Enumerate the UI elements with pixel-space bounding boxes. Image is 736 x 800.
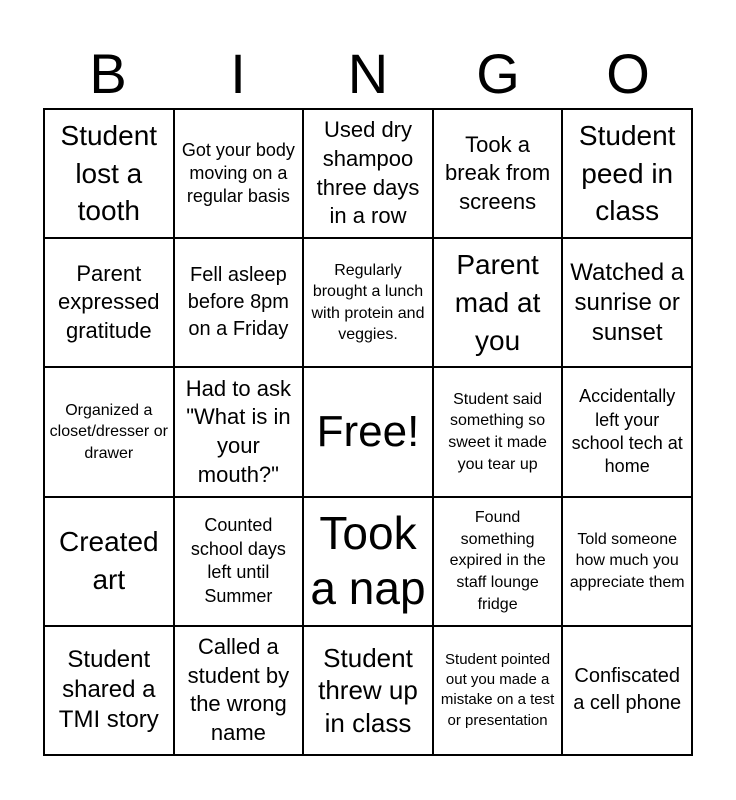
header-letter-o: O	[606, 42, 650, 105]
bingo-cell[interactable]	[303, 238, 433, 367]
cell-text: Got your body moving on a regular basis	[181, 139, 295, 207]
bingo-cell[interactable]	[44, 109, 174, 238]
bingo-cell[interactable]	[562, 626, 692, 755]
cell-text: Took a nap	[310, 507, 426, 615]
bingo-cell[interactable]	[562, 497, 692, 626]
bingo-cell[interactable]	[174, 109, 304, 238]
cell-text: Regularly brought a lunch with protein and veggies.	[311, 261, 425, 344]
bingo-cell[interactable]	[562, 367, 692, 496]
cell-text: Used dry shampoo three days in a row	[316, 117, 420, 229]
cell-text: Counted school days left until Summer	[190, 515, 286, 606]
cell-text: Student threw up in class	[318, 642, 418, 738]
bingo-cell[interactable]	[433, 109, 563, 238]
cell-text: Student lost a tooth	[60, 119, 158, 227]
header-letter-i: I	[230, 42, 246, 105]
header-letter-n: N	[347, 42, 389, 105]
cell-text: Organized a closet/dresser or drawer	[49, 401, 168, 462]
free-space-text: Free!	[316, 406, 420, 456]
bingo-cell[interactable]	[44, 238, 174, 367]
cell-text: Told someone how much you appreciate them	[569, 530, 685, 591]
bingo-cell[interactable]	[303, 497, 433, 626]
cell-text: Parent mad at you	[454, 249, 541, 356]
free-space-cell[interactable]	[303, 367, 433, 496]
bingo-cell[interactable]	[174, 238, 304, 367]
cell-text: Student said something so sweet it made you tear up	[448, 390, 547, 473]
cell-text: Fell asleep before 8pm on a Friday	[187, 264, 289, 341]
header-letter-b: B	[89, 42, 127, 105]
bingo-cell[interactable]	[174, 626, 304, 755]
bingo-cell[interactable]	[433, 238, 563, 367]
cell-text: Had to ask "What is in your mouth?"	[185, 375, 291, 487]
cell-text: Took a break from screens	[445, 131, 551, 214]
cell-text: Student shared a TMI story	[58, 646, 159, 734]
cell-text: Called a student by the wrong name	[187, 634, 290, 745]
cell-text: Accidentally left your school tech at home	[571, 386, 683, 477]
bingo-grid	[43, 108, 693, 756]
bingo-cell[interactable]	[433, 367, 563, 496]
bingo-cell[interactable]	[44, 367, 174, 496]
bingo-cell[interactable]	[44, 497, 174, 626]
bingo-cell[interactable]	[174, 497, 304, 626]
bingo-cell[interactable]	[562, 109, 692, 238]
bingo-cell[interactable]	[174, 367, 304, 496]
cell-text: Watched a sunrise or sunset	[570, 258, 685, 346]
bingo-cell[interactable]	[562, 238, 692, 367]
cell-text: Parent expressed gratitude	[58, 260, 160, 344]
cell-text: Student peed in class	[578, 119, 676, 227]
header-letter-g: G	[476, 42, 520, 105]
bingo-cell[interactable]	[433, 626, 563, 755]
bingo-cell[interactable]	[433, 497, 563, 626]
bingo-cell[interactable]	[44, 626, 174, 755]
cell-text: Confiscated a cell phone	[573, 665, 682, 715]
cell-text: Found something expired in the staff lounge fridge	[449, 509, 546, 613]
cell-text: Created art	[58, 526, 159, 596]
bingo-header	[43, 40, 693, 108]
bingo-cell[interactable]	[303, 109, 433, 238]
cell-text: Student pointed out you made a mistake on a test or presentation	[440, 650, 555, 729]
bingo-cell[interactable]	[303, 626, 433, 755]
